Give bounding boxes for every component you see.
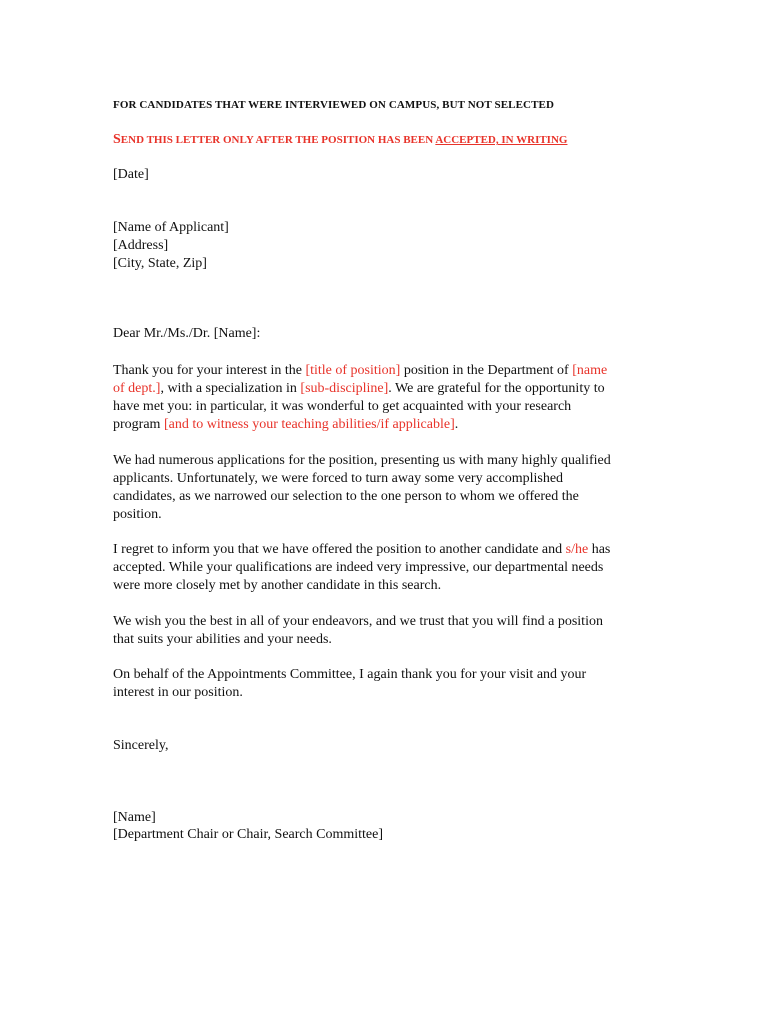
pronoun-placeholder: s/he	[565, 542, 589, 557]
date-placeholder: [Date]	[113, 167, 149, 182]
para1-text: position in the Department of	[400, 363, 573, 378]
para5-line1: On behalf of the Appointments Committee, I again thank you for your visit and your	[113, 667, 587, 682]
para4-line2: that suits your abilities and your needs.	[113, 632, 332, 647]
para2-line4: position.	[113, 507, 162, 522]
para1-text: program	[113, 417, 164, 432]
para1-text: , with a specialization in	[160, 381, 301, 396]
para2-line2: applicants. Unfortunately, we were forced to turn away some very accomplished	[113, 471, 564, 486]
para1-text: .	[454, 417, 459, 432]
para3-text: has	[588, 542, 611, 557]
para1-text: . We are grateful for the opportunity to	[388, 381, 605, 396]
applicant-city: [City, State, Zip]	[113, 256, 207, 271]
signature-title: [Department Chair or Chair, Search Committee]	[113, 827, 384, 842]
dept-name-placeholder: [name	[572, 363, 608, 378]
applicant-address: [Address]	[113, 238, 169, 253]
closing: Sincerely,	[113, 738, 169, 753]
para3-line1	[113, 541, 610, 559]
para2-line1: We had numerous applications for the position, presenting us with many highly qualified	[113, 453, 611, 468]
para3-text: I regret to inform you that we have offered the position to another candidate and	[113, 542, 566, 557]
sub-discipline-placeholder: [sub-discipline]	[300, 381, 389, 396]
para3-line2: accepted. While your qualifications are indeed very impressive, our departmental needs	[113, 560, 604, 575]
applicant-name: [Name of Applicant]	[113, 220, 229, 235]
instruction-note	[113, 131, 567, 149]
para1-text: have met you: in particular, it was wonderful to get acquainted with your research	[113, 399, 572, 414]
title-of-position-placeholder: [title of position]	[305, 363, 401, 378]
salutation: Dear Mr./Ms./Dr. [Name]:	[113, 326, 261, 341]
para1-line4	[113, 416, 458, 434]
para1-line1	[113, 362, 607, 380]
para2-line3: candidates, as we narrowed our selection to the one person to whom we offered the	[113, 489, 579, 504]
para4-line1: We wish you the best in all of your endeavors, and we trust that you will find a position	[113, 614, 603, 629]
para1-line3	[113, 398, 571, 416]
para3-line3: were more closely met by another candidate in this search.	[113, 578, 442, 593]
instruction-first-letter: S	[113, 132, 121, 147]
instruction-text: END THIS LETTER ONLY AFTER THE POSITION HAS BEEN	[120, 134, 434, 146]
para5-line2: interest in our position.	[113, 685, 243, 700]
dept-name-placeholder: of dept.]	[113, 381, 161, 396]
instruction-underlined: ACCEPTED, IN WRITING	[435, 134, 568, 146]
para1-line2	[113, 380, 605, 398]
letter-heading: FOR CANDIDATES THAT WERE INTERVIEWED ON CAMPUS, BUT NOT SELECTED	[113, 99, 555, 111]
para1-text: Thank you for your interest in the	[113, 363, 306, 378]
teaching-placeholder: [and to witness your teaching abilities/if applicable]	[163, 417, 455, 432]
signature-name: [Name]	[113, 810, 156, 825]
